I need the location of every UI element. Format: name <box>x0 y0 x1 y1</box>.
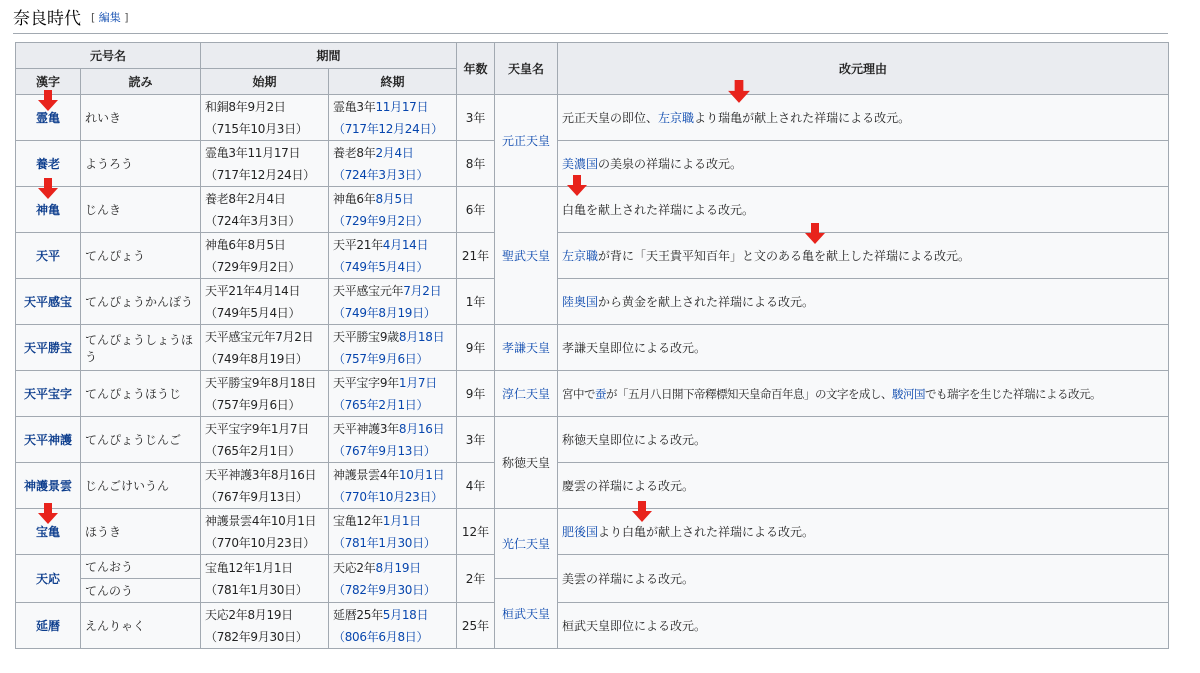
date-link[interactable]: （717年12月24日） <box>333 121 443 136</box>
years-cell: 9年 <box>457 325 495 371</box>
date-link[interactable]: （724年3月3日） <box>333 167 429 182</box>
end-date: 天平21年4月14日 （749年5月4日） <box>329 233 457 279</box>
end-date: 天平神護3年8月16日 （767年9月13日） <box>329 417 457 463</box>
heading-underline <box>13 33 1168 34</box>
date-link[interactable]: 7月2日 <box>403 283 442 298</box>
reason-cell: 白亀を献上された祥瑞による改元。 <box>558 187 1169 233</box>
emperor-link[interactable]: 孝謙天皇 <box>502 341 551 355</box>
start-date: 天平宝字9年1月7日 （765年2月1日） <box>201 417 329 463</box>
era-reading: てんぴょうしょうほう <box>81 325 201 371</box>
edit-link-wrapper: [ 編集 ] <box>91 10 129 24</box>
era-kanji-link[interactable]: 天平宝字 <box>23 387 72 401</box>
date-link[interactable]: （770年10月23日） <box>333 489 443 504</box>
date-link[interactable]: 1月7日 <box>398 375 437 390</box>
down-arrow-icon <box>37 90 59 112</box>
emperor-cell <box>495 579 558 649</box>
emperor-link[interactable]: 淳仁天皇 <box>502 387 551 401</box>
era-kanji-link[interactable]: 天平勝宝 <box>23 341 72 355</box>
end-date: 天平感宝元年7月2日 （749年8月19日） <box>329 279 457 325</box>
date-link[interactable]: （806年6月8日） <box>333 629 429 644</box>
era-kanji-link[interactable]: 神護景雲 <box>23 479 72 493</box>
start-date: 神亀6年8月5日 （729年9月2日） <box>201 233 329 279</box>
table-row <box>16 371 1169 417</box>
date-link[interactable]: （765年2月1日） <box>333 397 429 412</box>
years-cell: 4年 <box>457 463 495 509</box>
years-cell: 25年 <box>457 603 495 649</box>
era-kanji-cell <box>16 325 81 371</box>
date-link[interactable]: 5月18日 <box>382 607 429 622</box>
years-cell: 12年 <box>457 509 495 555</box>
down-arrow-icon <box>804 223 826 245</box>
down-arrow-icon <box>631 501 653 523</box>
era-kanji-link[interactable]: 養老 <box>35 157 60 171</box>
era-reading: ようろう <box>81 141 201 187</box>
start-date: 天平感宝元年7月2日 （749年8月19日） <box>201 325 329 371</box>
era-reading: ほうき <box>81 509 201 555</box>
era-table <box>15 42 1169 649</box>
reason-cell: 元正天皇の即位、左京職より瑞亀が献上された祥瑞による改元。 <box>558 95 1169 141</box>
end-date: 霊亀3年11月17日 （717年12月24日） <box>329 95 457 141</box>
date-link[interactable]: （781年1月30日） <box>333 535 436 550</box>
end-date: 天平宝字9年1月7日 （765年2月1日） <box>329 371 457 417</box>
date-link[interactable]: （757年9月6日） <box>333 351 429 366</box>
era-kanji-cell <box>16 417 81 463</box>
era-reading: てんおう <box>81 555 201 579</box>
reason-cell: 美濃国の美泉の祥瑞による改元。 <box>558 141 1169 187</box>
header-reading: 読み <box>81 69 201 95</box>
end-date: 神亀6年8月5日 （729年9月2日） <box>329 187 457 233</box>
date-link[interactable]: （749年8月19日） <box>333 305 436 320</box>
start-date: 天応2年8月19日 （782年9月30日） <box>201 603 329 649</box>
years-cell: 21年 <box>457 233 495 279</box>
years-cell: 2年 <box>457 555 495 603</box>
era-kanji-link[interactable]: 宝亀 <box>35 525 60 539</box>
header-era-name: 元号名 <box>16 43 201 69</box>
date-link[interactable]: 8月19日 <box>375 560 421 575</box>
end-date: 宝亀12年1月1日 （781年1月30日） <box>329 509 457 555</box>
emperor-cell <box>495 187 558 325</box>
years-cell: 8年 <box>457 141 495 187</box>
date-link[interactable]: 11月17日 <box>375 99 429 114</box>
header-emperor: 天皇名 <box>495 43 558 95</box>
table-row <box>16 463 1169 509</box>
reason-cell: 陸奥国から黄金を献上された祥瑞による改元。 <box>558 279 1169 325</box>
era-kanji-cell <box>16 463 81 509</box>
emperor-link[interactable]: 元正天皇 <box>502 134 551 148</box>
down-arrow-icon <box>727 80 751 104</box>
header-years: 年数 <box>457 43 495 95</box>
reason-cell: 桓武天皇即位による改元。 <box>558 603 1169 649</box>
section-title: 奈良時代 <box>13 9 81 29</box>
era-kanji-cell <box>16 279 81 325</box>
era-reading: てんぴょうじんご <box>81 417 201 463</box>
start-date: 天平神護3年8月16日 （767年9月13日） <box>201 463 329 509</box>
date-link[interactable]: 4月14日 <box>382 237 429 252</box>
header-period: 期間 <box>201 43 457 69</box>
start-date: 天平勝宝9年8月18日 （757年9月6日） <box>201 371 329 417</box>
end-date: 延暦25年5月18日 （806年6月8日） <box>329 603 457 649</box>
down-arrow-icon <box>37 503 59 525</box>
table-row <box>16 555 1169 579</box>
emperor-cell <box>495 371 558 417</box>
era-reading: じんき <box>81 187 201 233</box>
end-date: 養老8年2月4日 （724年3月3日） <box>329 141 457 187</box>
reason-cell: 宮中で蚕が「五月八日開下帝釋標知天皇命百年息」の文字を成し、駿河国でも瑞字を生じた祥瑞による改元。 <box>558 371 1169 417</box>
era-kanji-link[interactable]: 天応 <box>35 572 60 586</box>
reason-cell: 慶雲の祥瑞による改元。 <box>558 463 1169 509</box>
reason-link[interactable]: 肥後国 <box>562 525 599 539</box>
emperor-cell <box>495 95 558 187</box>
end-date: 天応2年8月19日 （782年9月30日） <box>329 555 457 603</box>
era-reading: じんごけいうん <box>81 463 201 509</box>
table-row <box>16 187 1169 233</box>
date-link[interactable]: 2月4日 <box>375 145 414 160</box>
era-kanji-link[interactable]: 神亀 <box>35 203 60 217</box>
reason-cell: 孝謙天皇即位による改元。 <box>558 325 1169 371</box>
table-row <box>16 325 1169 371</box>
years-cell: 1年 <box>457 279 495 325</box>
header-end: 終期 <box>329 69 457 95</box>
reason-link[interactable]: 左京職 <box>658 111 695 125</box>
table-row <box>16 95 1169 141</box>
emperor-link[interactable]: 桓武天皇 <box>502 607 551 621</box>
date-link[interactable]: 10月1日 <box>398 467 445 482</box>
era-kanji-cell <box>16 233 81 279</box>
start-date: 霊亀3年11月17日 （717年12月24日） <box>201 141 329 187</box>
date-link[interactable]: 8月18日 <box>398 329 445 344</box>
reason-cell: 称徳天皇即位による改元。 <box>558 417 1169 463</box>
reason-link[interactable]: 美濃国 <box>562 157 599 171</box>
reason-link[interactable]: 駿河国 <box>892 386 926 401</box>
header-start: 始期 <box>201 69 329 95</box>
years-cell: 3年 <box>457 417 495 463</box>
date-link[interactable]: （749年5月4日） <box>333 259 429 274</box>
edit-link[interactable]: 編集 <box>98 10 121 24</box>
reason-cell: 肥後国より白亀が献上された祥瑞による改元。 <box>558 509 1169 555</box>
era-kanji-cell <box>16 603 81 649</box>
era-reading: えんりゃく <box>81 603 201 649</box>
era-reading: れいき <box>81 95 201 141</box>
date-link[interactable]: 8月5日 <box>375 191 414 206</box>
start-date: 天平21年4月14日 （749年5月4日） <box>201 279 329 325</box>
date-link[interactable]: 8月16日 <box>398 421 445 436</box>
end-date: 神護景雲4年10月1日 （770年10月23日） <box>329 463 457 509</box>
section-heading <box>13 4 129 30</box>
down-arrow-icon <box>37 178 59 200</box>
era-kanji-link[interactable]: 天平感宝 <box>23 295 72 309</box>
table-row <box>16 141 1169 187</box>
table-row <box>16 509 1169 555</box>
years-cell: 6年 <box>457 187 495 233</box>
era-kanji-link[interactable]: 霊亀 <box>35 111 60 125</box>
start-date: 宝亀12年1月1日 （781年1月30日） <box>201 555 329 603</box>
emperor-cell <box>495 325 558 371</box>
era-kanji-cell <box>16 371 81 417</box>
table-row <box>16 279 1169 325</box>
date-link[interactable]: 1月1日 <box>382 513 421 528</box>
start-date: 養老8年2月4日 （724年3月3日） <box>201 187 329 233</box>
start-date: 和銅8年9月2日 （715年10月3日） <box>201 95 329 141</box>
date-link[interactable]: （767年9月13日） <box>333 443 436 458</box>
down-arrow-icon <box>566 175 588 197</box>
start-date: 神護景雲4年10月1日 （770年10月23日） <box>201 509 329 555</box>
emperor-cell <box>495 509 558 579</box>
era-kanji-link[interactable]: 天平 <box>35 249 60 263</box>
reason-cell: 美雲の祥瑞による改元。 <box>558 555 1169 603</box>
date-link[interactable]: （782年9月30日） <box>333 582 436 597</box>
reason-link[interactable]: 陸奥国 <box>562 295 599 309</box>
date-link[interactable]: （729年9月2日） <box>333 213 429 228</box>
years-cell: 3年 <box>457 95 495 141</box>
emperor-cell: 称徳天皇 <box>495 417 558 509</box>
table-row <box>16 233 1169 279</box>
emperor-link[interactable]: 聖武天皇 <box>502 249 551 263</box>
era-kanji-cell <box>16 555 81 603</box>
reason-cell: 左京職が背に「天王貴平知百年」と文のある亀を献上した祥瑞による改元。 <box>558 233 1169 279</box>
era-kanji-link[interactable]: 天平神護 <box>23 433 72 447</box>
table-row <box>16 603 1169 649</box>
header-kanji: 漢字 <box>16 69 81 95</box>
end-date: 天平勝宝9歳8月18日 （757年9月6日） <box>329 325 457 371</box>
reason-link[interactable]: 左京職 <box>562 249 599 263</box>
reason-link[interactable]: 蚕 <box>595 386 607 401</box>
era-reading-alt: てんのう <box>81 579 201 603</box>
emperor-link[interactable]: 光仁天皇 <box>502 537 551 551</box>
era-reading: てんぴょう <box>81 233 201 279</box>
years-cell: 9年 <box>457 371 495 417</box>
era-reading: てんぴょうかんぽう <box>81 279 201 325</box>
header-reason: 改元理由 <box>558 43 1169 95</box>
era-reading: てんぴょうほうじ <box>81 371 201 417</box>
table-row <box>16 417 1169 463</box>
era-kanji-link[interactable]: 延暦 <box>35 619 60 633</box>
